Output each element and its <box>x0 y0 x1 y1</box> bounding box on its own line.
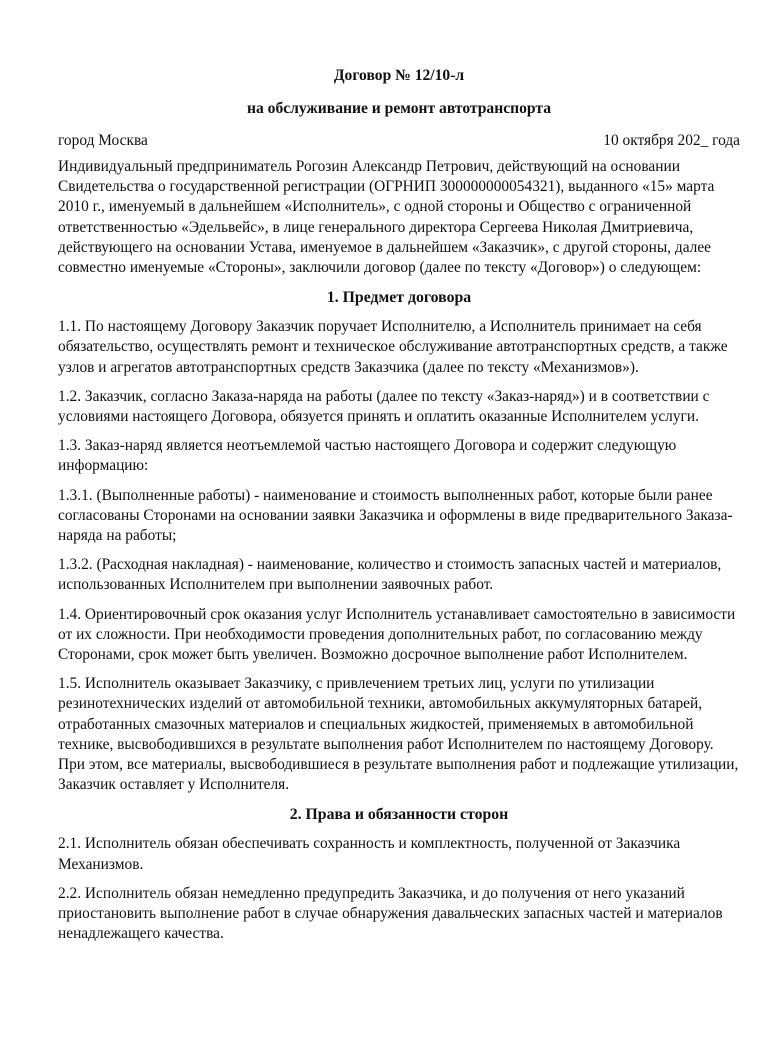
contract-title: Договор № 12/10-л <box>333 67 465 84</box>
contract-date: 10 октября 202_ года <box>603 132 740 149</box>
clause-1-4: 1.4. Ориентировочный срок оказания услуг Исполнитель устанавливает самостоятельно в зависимости от их сложности. При необходимости проведения дополнительных работ, по согласованию между Сторонами, срок может быть увеличен. Возможно досрочное выполнение работ Исполнителем. <box>58 605 736 664</box>
clause-1-3-2: 1.3.2. (Расходная накладная) - наименование, количество и стоимость запасных частей и материалов, использованных Исполнителем при выполнении заявочных работ. <box>58 556 722 594</box>
clause-1-1: 1.1. По настоящему Договору Заказчик поручает Исполнителю, а Исполнитель принимает на себя обязательство, осуществлять ремонт и техническое обслуживание автотранспортных средств, а также узлов и агрегатов автотранспортных средств Заказчика (далее по тексту «Механизмов»). <box>58 318 728 376</box>
city: город Москва <box>58 132 148 149</box>
clause-1-3: 1.3. Заказ-наряд является неотъемлемой частью настоящего Договора и содержит следующую информацию: <box>58 437 677 475</box>
clause-1-3-1: 1.3.1. (Выполненные работы) - наименование и стоимость выполненных работ, которые были ранее согласованы Сторонами на основании заявки Заказчика и оформлены в виде предварительного Заказа-наряда на работы; <box>58 486 733 545</box>
clause-1-5: 1.5. Исполнитель оказывает Заказчику, с привлечением третьих лиц, услуги по утилизации резинотехнических изделий от автомобильной техники, автомобильных аккумуляторных батарей, отработанных смазочных материалов и специальных жидкостей, применяемых в автомобильной технике, высвободившихся в результате выполнения работ Исполнителем по настоящему Договору. При этом, все материалы, высвободившиеся в результате выполнения работ и подлежащие утилизации, Заказчик оставляет у Исполнителя. <box>58 675 739 794</box>
clause-1-2: 1.2. Заказчик, согласно Заказа-наряда на работы (далее по тексту «Заказ-наряд») и в соответствии с условиями настоящего Договора, обязуется принять и оплатить оказанные Исполнителем услуги. <box>58 387 710 426</box>
clause-2-2: 2.2. Исполнитель обязан немедленно предупредить Заказчика, и до получения от него указаний приостановить выполнение работ в случае обнаружения давальческих запасных частей и материалов ненадлежащего качества. <box>58 884 723 943</box>
section-2-heading: 2. Права и обязанности сторон <box>289 806 509 824</box>
clause-2-1: 2.1. Исполнитель обязан обеспечивать сохранность и комплектность, полученной от Заказчика Механизмов. <box>58 835 681 873</box>
section-1-heading: 1. Предмет договора <box>326 289 472 307</box>
contract-subtitle: на обслуживание и ремонт автотранспорта <box>246 100 552 117</box>
city-date-line <box>58 131 740 151</box>
preamble: Индивидуальный предприниматель Рогозин Александр Петрович, действующий на основании Свидетельства о государственной регистрации (ОГРНИП 300000000054321), выданного «15» марта 2010 г., именуемый в дальнейшем «Исполнитель», с одной стороны и Общество с ограниченной ответственностью «Эдельвейс», в лице генерального директора Сергеева Николая Дмитриевича, действующего на основании Устава, именуемое в дальнейшем «Заказчик», с другой стороны, далее совместно именуемые «Стороны», заключили договор (далее по тексту «Договор») о следующем: <box>58 158 715 277</box>
